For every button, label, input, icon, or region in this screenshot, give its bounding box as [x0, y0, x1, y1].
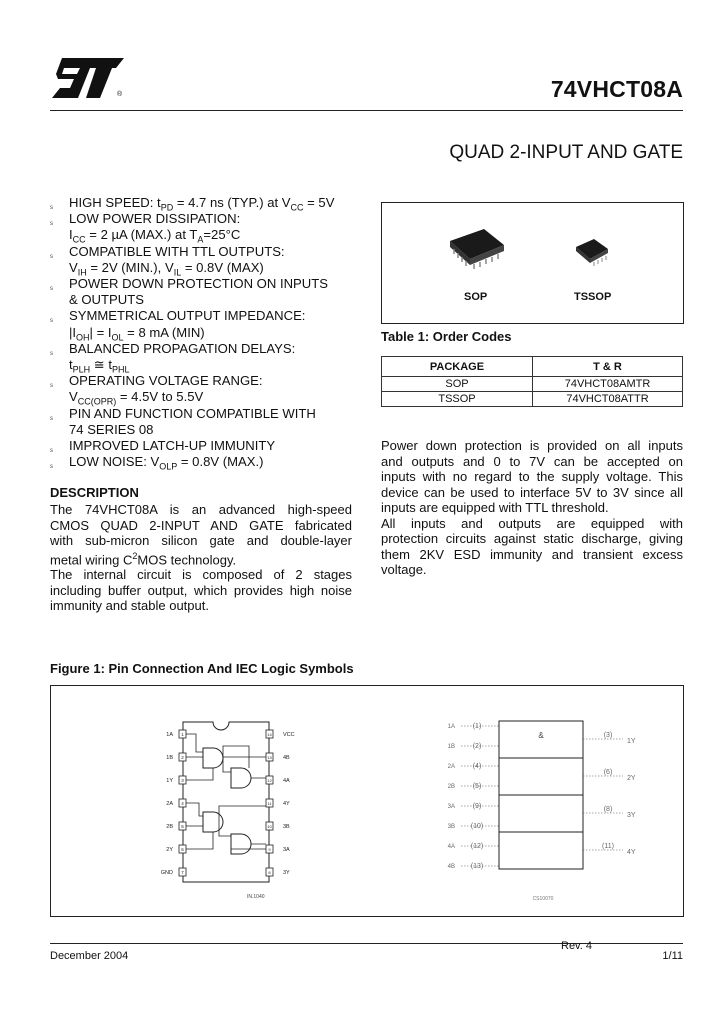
- pin-label-left: 2B: [166, 824, 173, 830]
- iec-input-label: 4A: [447, 844, 455, 850]
- iec-input-pin: (2): [472, 743, 482, 750]
- pin-label-right: 3A: [283, 847, 290, 853]
- text-line: The 74VHCT08A is an advanced high-speed: [50, 502, 352, 517]
- feature-list: [50, 195, 370, 475]
- bullet-icon: s: [50, 350, 53, 357]
- table-cell: SOP: [382, 377, 533, 392]
- iec-output-pin: (3): [603, 732, 613, 739]
- feature-item-line: $V_{CC(OPR)} = 4.5V$ to 5.5V: [69, 389, 204, 407]
- footer-revision: Rev. 4: [561, 940, 592, 952]
- desc-line-last: metal wiring $C^2MOS$ technology.: [50, 550, 237, 567]
- text-line: immunity and stable output.: [50, 598, 209, 614]
- pin-number-right: 11: [267, 801, 272, 806]
- pin-diagram-code: IN.1040: [247, 894, 265, 900]
- pin-number-left: 6: [181, 847, 184, 852]
- pin-label-left: 2Y: [166, 847, 173, 853]
- feature-item-line: OPERATING VOLTAGE RANGE:: [69, 373, 263, 389]
- bullet-icon: s: [50, 221, 53, 228]
- pin-number-right: 10: [267, 824, 272, 829]
- col-header-tr: T & R: [533, 357, 683, 377]
- text-line: them 2KV ESD immunity and transient excess: [381, 546, 683, 562]
- pin-label-right: 4B: [283, 755, 290, 761]
- iec-output-pin: (6): [603, 769, 613, 776]
- bullet-icon: s: [50, 318, 53, 325]
- pin-number-right: 8: [268, 870, 271, 875]
- bullet-icon: s: [50, 448, 53, 454]
- iec-input-pin: (12): [470, 843, 484, 850]
- pin-label-right: 3B: [283, 824, 290, 830]
- pin-label-left: 1Y: [166, 778, 173, 784]
- iec-gate-box: [499, 758, 583, 795]
- right-description: [381, 438, 683, 578]
- table-row: [382, 392, 683, 407]
- iec-output-label: 1Y: [627, 738, 636, 745]
- text-line: with sub-micron silicon gate and double-layer: [50, 533, 352, 548]
- pin-number-right: 12: [267, 778, 272, 783]
- figure-drawing: [51, 686, 683, 916]
- text-line: inputs are equipped with TTL threshold.: [381, 500, 609, 515]
- text-line: All inputs and outputs are equipped with: [381, 515, 683, 531]
- iec-input-label: 1B: [447, 744, 455, 750]
- iec-input-pin: (1): [472, 723, 482, 730]
- feature-item-line: LOW NOISE: $V_{OLP} = 0.8V$ (MAX.): [69, 454, 264, 472]
- iec-output-label: 4Y: [627, 849, 636, 856]
- col-header-package: PACKAGE: [382, 357, 533, 377]
- iec-gate-box: [499, 832, 583, 869]
- iec-input-label: 3A: [447, 804, 455, 810]
- and-gate-symbol: [203, 748, 223, 768]
- sop-package-image: [442, 225, 512, 275]
- iec-output-pin: (11): [602, 843, 614, 850]
- pin-number-right: 13: [267, 755, 272, 760]
- iec-input-pin: (10): [470, 823, 484, 830]
- iec-input-pin: (5): [472, 783, 482, 790]
- pin-number-left: 3: [181, 778, 184, 783]
- text-line: and outputs and 0 to 7V can be accepted on: [381, 453, 683, 469]
- figure-box: [50, 685, 684, 917]
- pin-label-left: 2A: [166, 801, 173, 807]
- order-codes-caption: Table 1: Order Codes: [381, 329, 512, 344]
- pin-number-left: 1: [181, 732, 184, 737]
- pin-number-left: 7: [181, 870, 184, 875]
- description-text: [50, 502, 352, 614]
- wiring-lines: [186, 757, 266, 849]
- sop-label: SOP: [464, 291, 488, 303]
- feature-item-line: POWER DOWN PROTECTION ON INPUTS: [69, 276, 328, 291]
- iec-input-label: 3B: [447, 824, 455, 830]
- registered-mark: ®: [117, 91, 123, 98]
- text-line: protection circuits against static discharge, giving: [381, 531, 683, 546]
- figure-caption: Figure 1: Pin Connection And IEC Logic Symbols: [50, 661, 354, 676]
- bullet-icon: s: [50, 205, 53, 211]
- iec-input-label: 4B: [447, 864, 455, 870]
- bullet-icon: s: [50, 464, 53, 471]
- pin-number-left: 5: [181, 824, 184, 829]
- feature-item-line: $V_{IH} = 2V$ (MIN.), $V_{IL} = 0.8V$ (MAX): [69, 259, 264, 278]
- iec-input-label: 2B: [447, 784, 455, 790]
- pin-number-left: 4: [181, 801, 184, 806]
- and-gate-symbol: [231, 834, 251, 854]
- iec-output-label: 2Y: [627, 775, 636, 782]
- description-heading: DESCRIPTION: [50, 485, 139, 500]
- feature-item-line: PIN AND FUNCTION COMPATIBLE WITH: [69, 405, 316, 421]
- iec-input-label: 2A: [447, 764, 455, 770]
- pin-label-right: 3Y: [283, 870, 290, 876]
- table-row: [382, 377, 683, 392]
- feature-item-line: LOW POWER DISSIPATION:: [69, 211, 241, 227]
- text-line: The internal circuit is composed of 2 stages: [50, 567, 352, 583]
- text-line: Power down protection is provided on all inputs: [381, 438, 683, 453]
- pin-number-right: 14: [267, 732, 272, 737]
- feature-item-line: IMPROVED LATCH-UP IMMUNITY: [69, 438, 276, 453]
- package-box: [381, 202, 684, 324]
- feature-item-line: $I_{CC} = 2$ µA (MAX.) at $T_A=25^\circ C$: [69, 227, 241, 245]
- feature-item-line: 74 SERIES 08: [69, 421, 154, 437]
- pin-label-left: GND: [160, 870, 173, 876]
- text-line: device can be used to interface 5V to 3V since all: [381, 484, 683, 500]
- pin-number-right: 9: [268, 847, 271, 852]
- pin-label-right: VCC: [283, 732, 295, 738]
- bullet-icon: s: [50, 383, 53, 390]
- bullet-icon: s: [50, 253, 53, 260]
- feature-item-line: HIGH SPEED: $t_{PD} = 4.7$ ns (TYP.) at $V_{CC} = 5V$: [69, 195, 335, 213]
- tssop-label: TSSOP: [574, 291, 612, 303]
- text-line: inputs with no regard to the supply voltage. This: [381, 469, 683, 484]
- page-subtitle: QUAD 2-INPUT AND GATE: [449, 142, 683, 163]
- table-cell: 74VHCT08ATTR: [533, 392, 683, 407]
- footer-date: December 2004: [50, 950, 129, 962]
- iec-input-pin: (4): [472, 763, 482, 770]
- iec-output-label: 3Y: [627, 812, 636, 819]
- pin-label-left: 1B: [166, 755, 173, 761]
- iec-and-symbol: &: [538, 731, 544, 740]
- text-line: including buffer output, which provides high noise: [50, 582, 352, 598]
- iec-input-label: 1A: [447, 724, 455, 730]
- pin-label-left: 1A: [166, 732, 173, 738]
- tssop-package-image: [570, 233, 620, 273]
- feature-item-line: & OUTPUTS: [69, 292, 144, 308]
- pin-number-left: 2: [181, 755, 184, 760]
- iec-gate-box: [499, 795, 583, 832]
- feature-item-line: $t_{PLH}$ ≅ $t_{PHL}$: [69, 357, 130, 375]
- text-line: voltage.: [381, 562, 427, 577]
- iec-output-pin: (8): [603, 806, 613, 813]
- table-cell: TSSOP: [382, 392, 533, 407]
- header-rule: [50, 110, 683, 111]
- bullet-icon: s: [50, 286, 53, 292]
- pin-label-right: 4A: [283, 778, 290, 784]
- iec-diagram-code: CS10070: [532, 896, 554, 902]
- part-number-title: 74VHCT08A: [550, 76, 683, 102]
- feature-item-line: SYMMETRICAL OUTPUT IMPEDANCE:: [69, 308, 306, 324]
- feature-item-line: COMPATIBLE WITH TTL OUTPUTS:: [69, 243, 285, 259]
- order-codes-table: [381, 356, 683, 407]
- table-cell: 74VHCT08AMTR: [533, 377, 683, 392]
- iec-input-pin: (9): [472, 803, 482, 810]
- feature-item-line: BALANCED PROPAGATION DELAYS:: [69, 340, 296, 356]
- iec-input-pin: (13): [470, 863, 484, 870]
- footer-page-number: 1/11: [662, 950, 683, 962]
- and-gate-symbol: [231, 768, 251, 788]
- bullet-icon: s: [50, 415, 53, 422]
- pin-label-right: 4Y: [283, 801, 290, 807]
- text-line: CMOS QUAD 2-INPUT AND GATE fabricated: [50, 517, 352, 533]
- feature-item-line: $|I_{OH}| = I_{OL} = 8$ mA (MIN): [69, 324, 205, 343]
- and-gate-symbol: [203, 812, 223, 832]
